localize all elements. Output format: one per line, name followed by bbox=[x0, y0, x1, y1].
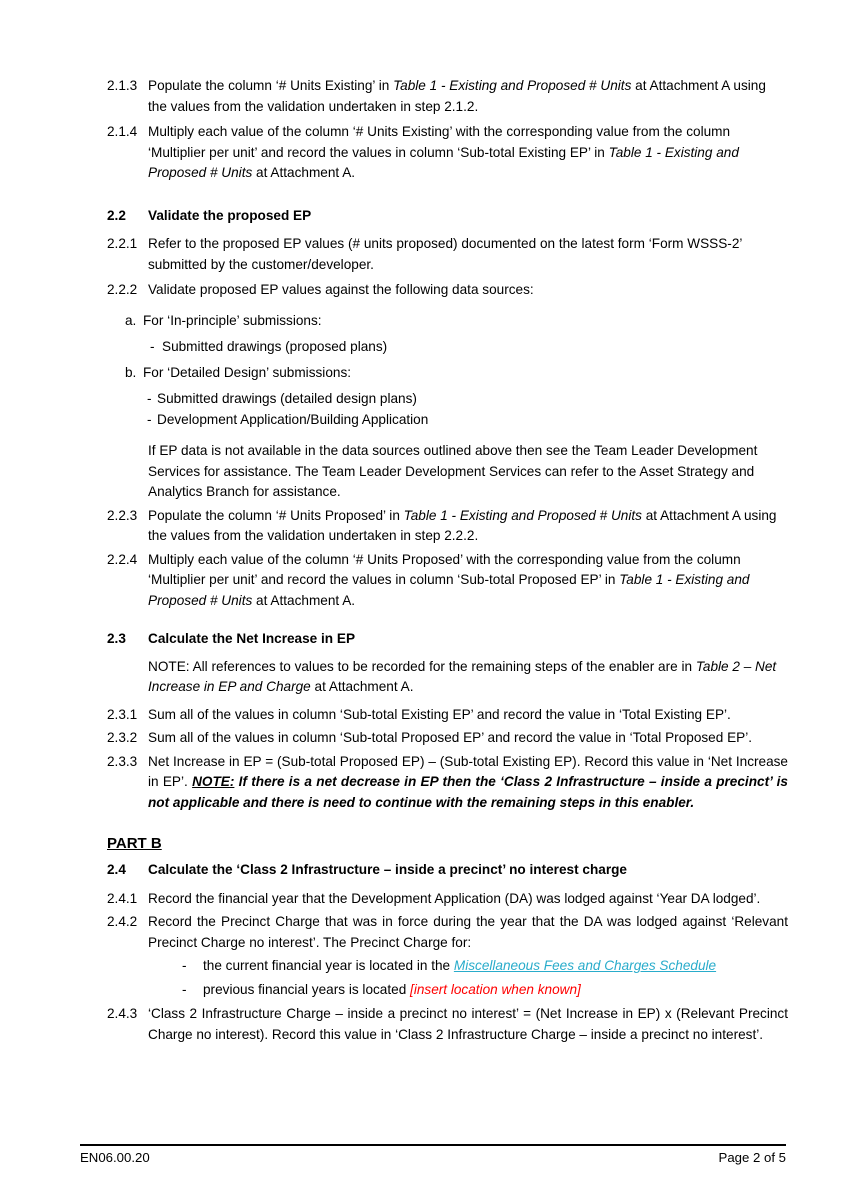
text-run: at Attachment A. bbox=[252, 165, 356, 180]
dash-item-detailed-design-plans bbox=[80, 389, 788, 410]
table-1-reference: Table 1 - Existing and Proposed # Units bbox=[393, 78, 632, 93]
step-2-1-3-text bbox=[148, 76, 788, 117]
step-2-3-1-number: 2.3.1 bbox=[107, 706, 138, 722]
list-item-b bbox=[80, 363, 788, 384]
text-run: Multiply each value of the column ‘# Units Proposed’ with the corresponding value from the column ‘Multiplier per unit’ and record the values in column ‘Sub-total Proposed EP’ in bbox=[148, 551, 741, 587]
text-run: Net Increase in EP = (Sub-total Proposed EP) – (Sub-total Existing EP). Record this value in ‘Net Increase in EP’. bbox=[148, 753, 788, 789]
text-run: Populate the column ‘# Units Proposed’ in bbox=[148, 507, 404, 523]
dash-item-previous-financial-years bbox=[80, 980, 788, 1001]
section-2-3-number: 2.3 bbox=[107, 631, 126, 646]
step-2-2-2-text: Validate proposed EP values against the following data sources: bbox=[148, 282, 534, 297]
step-2-3-2-number: 2.3.2 bbox=[107, 730, 138, 745]
dash-item-text bbox=[203, 980, 788, 1001]
table-2-reference: Table 2 – Net Increase in EP and Charge bbox=[148, 658, 777, 694]
step-2-2-3-number: 2.2.3 bbox=[107, 507, 138, 523]
dash-item-text: Development Application/Building Application bbox=[157, 411, 429, 427]
step-2-2-3-text bbox=[148, 506, 788, 547]
part-b-title: PART B bbox=[107, 835, 162, 852]
note-label: NOTE: bbox=[192, 774, 235, 789]
step-2-1-4-number: 2.1.4 bbox=[107, 124, 138, 139]
step-2-4-1-number: 2.4.1 bbox=[107, 890, 138, 906]
step-2-4-1 bbox=[80, 889, 788, 910]
dash-bullet: - bbox=[147, 411, 152, 427]
step-2-2-1 bbox=[80, 234, 788, 275]
note-ep-data-text: If EP data is not available in the data sources outlined above then see the Team Leader Development Services for assistance. The Team Leader Development Services can refer to the Asset Strategy and Analytics Branch for assistance. bbox=[148, 443, 758, 499]
step-2-3-3 bbox=[80, 752, 788, 814]
page-number: Page 2 of 5 bbox=[718, 1150, 786, 1165]
dash-item-proposed-plans bbox=[80, 337, 788, 358]
page-footer bbox=[80, 1144, 786, 1166]
list-item-b-text: For ‘Detailed Design’ submissions: bbox=[143, 364, 352, 380]
step-2-1-4-text bbox=[148, 122, 788, 184]
table-1-reference: Table 1 - Existing and Proposed # Units bbox=[148, 572, 750, 608]
note-2-3 bbox=[80, 657, 788, 698]
dash-bullet: - bbox=[182, 981, 187, 997]
step-2-4-2-number: 2.4.2 bbox=[107, 914, 138, 929]
document-body bbox=[80, 76, 788, 1051]
part-b-heading bbox=[80, 833, 788, 854]
step-2-3-1 bbox=[80, 705, 788, 726]
text-run: Multiply each value of the column ‘# Units Existing’ with the corresponding value from the column ‘Multiplier per unit’ and record the values in column ‘Sub-total Existing EP’ in bbox=[148, 124, 731, 160]
text-run: at Attachment A using the values from the validation undertaken in step 2.1.2. bbox=[148, 78, 766, 114]
step-2-3-2 bbox=[80, 728, 788, 749]
section-2-4-number: 2.4 bbox=[107, 862, 126, 877]
dash-bullet: - bbox=[150, 339, 155, 354]
dash-item-text: Submitted drawings (proposed plans) bbox=[162, 339, 388, 354]
step-2-2-4 bbox=[80, 550, 788, 612]
dash-item-current-financial-year bbox=[80, 956, 788, 977]
document-code: EN06.00.20 bbox=[80, 1150, 150, 1165]
dash-bullet: - bbox=[147, 391, 152, 406]
text-run: Populate the column ‘# Units Existing’ in bbox=[148, 78, 394, 93]
step-2-1-3 bbox=[80, 76, 788, 117]
text-run: previous financial years is located bbox=[203, 981, 411, 997]
dash-bullet: - bbox=[182, 958, 187, 973]
section-2-3-title: Calculate the Net Increase in EP bbox=[148, 631, 356, 646]
step-2-1-4 bbox=[80, 122, 788, 184]
table-1-reference: Table 1 - Existing and Proposed # Units bbox=[148, 144, 739, 180]
step-2-4-3-text: ‘Class 2 Infrastructure Charge – inside a precinct no interest’ = (Net Increase in EP) x (Relevant Precinct Charge no interest). Record this value in ‘Class 2 Infrastructure Charge – inside a precinct no interest’. bbox=[148, 1006, 788, 1042]
step-2-3-3-number: 2.3.3 bbox=[107, 753, 138, 769]
section-2-3-heading bbox=[80, 629, 788, 650]
note-ep-data bbox=[80, 441, 788, 503]
step-2-4-2-text: Record the Precinct Charge that was in force during the year that the DA was lodged against ‘Relevant Precinct Charge no interest’. The Precinct Charge for: bbox=[148, 914, 788, 950]
fees-and-charges-schedule-link[interactable]: Miscellaneous Fees and Charges Schedule bbox=[453, 958, 717, 973]
step-2-2-4-number: 2.2.4 bbox=[107, 551, 138, 567]
section-2-4-heading bbox=[80, 860, 788, 881]
step-2-3-2-text: Sum all of the values in column ‘Sub-total Proposed EP’ and record the value in ‘Total Proposed EP’. bbox=[148, 730, 752, 745]
section-2-4-title: Calculate the ‘Class 2 Infrastructure – inside a precinct’ no interest charge bbox=[148, 862, 627, 877]
step-2-2-1-number: 2.2.1 bbox=[107, 236, 138, 251]
step-2-4-3 bbox=[80, 1004, 788, 1045]
text-run: at Attachment A. bbox=[310, 679, 414, 694]
list-item-a-label: a. bbox=[125, 312, 137, 328]
list-item-b-label: b. bbox=[125, 364, 137, 380]
text-run: the current financial year is located in the bbox=[203, 958, 454, 973]
step-2-4-2 bbox=[80, 912, 788, 953]
insert-location-placeholder: [insert location when known] bbox=[410, 981, 581, 997]
section-2-2-number: 2.2 bbox=[107, 207, 126, 223]
step-2-2-3 bbox=[80, 506, 788, 547]
text-run: NOTE: All references to values to be recorded for the remaining steps of the enabler are in bbox=[148, 658, 696, 674]
step-2-3-1-text: Sum all of the values in column ‘Sub-total Existing EP’ and record the value in ‘Total Existing EP’. bbox=[148, 706, 731, 722]
table-1-reference: Table 1 - Existing and Proposed # Units bbox=[403, 507, 642, 523]
step-2-4-1-text: Record the financial year that the Development Application (DA) was lodged against ‘Year DA lodged’. bbox=[148, 890, 761, 906]
note-2-3-text bbox=[148, 657, 788, 698]
text-run: at Attachment A using the values from the validation undertaken in step 2.2.2. bbox=[148, 507, 777, 543]
dash-item-text: Submitted drawings (detailed design plans) bbox=[157, 391, 417, 406]
dash-item-text bbox=[203, 956, 788, 977]
step-2-3-3-text bbox=[148, 752, 788, 814]
step-2-4-3-number: 2.4.3 bbox=[107, 1006, 138, 1021]
step-2-2-2-number: 2.2.2 bbox=[107, 282, 138, 297]
step-2-2-4-text bbox=[148, 550, 788, 612]
step-2-1-3-number: 2.1.3 bbox=[107, 78, 138, 93]
step-2-2-1-text: Refer to the proposed EP values (# units proposed) documented on the latest form ‘Form WSSS-2’ submitted by the customer/developer. bbox=[148, 236, 742, 272]
text-run: at Attachment A. bbox=[252, 592, 356, 608]
step-2-2-2 bbox=[80, 280, 788, 301]
section-2-2-heading bbox=[80, 206, 788, 227]
dash-item-development-application bbox=[80, 410, 788, 431]
list-item-a bbox=[80, 311, 788, 332]
list-item-a-text: For ‘In-principle’ submissions: bbox=[143, 312, 322, 328]
section-2-2-title: Validate the proposed EP bbox=[148, 207, 312, 223]
note-warning-text: If there is a net decrease in EP then the ‘Class 2 Infrastructure – inside a precinct’ is not applicable and there is need to continue with the remaining steps in this enabler. bbox=[148, 774, 788, 810]
